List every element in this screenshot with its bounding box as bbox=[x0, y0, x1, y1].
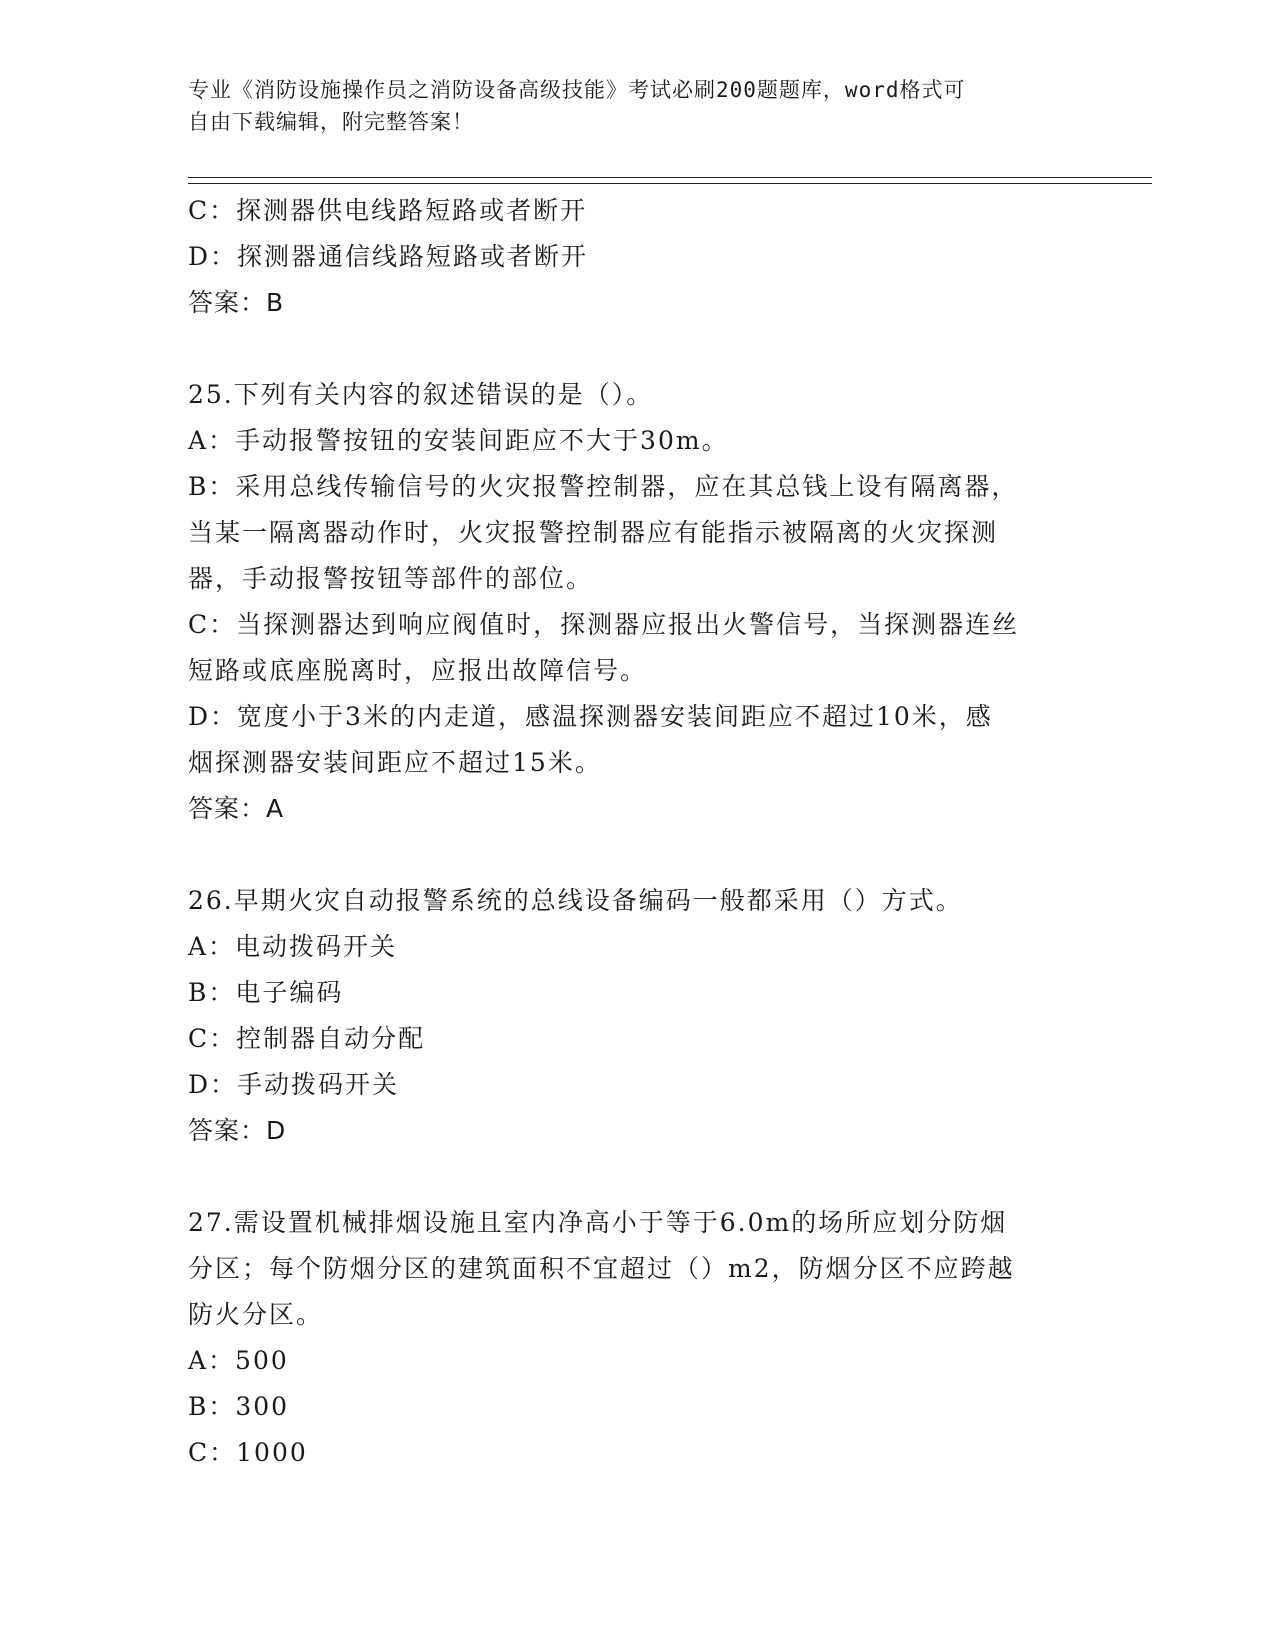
option-a: A：手动报警按钮的安装间距应不大于30m。 bbox=[188, 426, 729, 455]
question-stem: 25.下列有关内容的叙述错误的是（）。 bbox=[188, 380, 654, 409]
option-c: C：1000 bbox=[188, 1438, 308, 1467]
option-b-line-2: 当某一隔离器动作时，火灾报警控制器应有能指示被隔离的火灾探测 bbox=[188, 518, 999, 547]
option-b: B：300 bbox=[188, 1392, 290, 1421]
option-d: D：探测器通信线路短路或者断开 bbox=[188, 242, 589, 271]
option-b-line-3: 器，手动报警按钮等部件的部位。 bbox=[188, 564, 594, 593]
answer: 答案：A bbox=[188, 794, 285, 823]
option-a: A：电动拨码开关 bbox=[188, 932, 398, 961]
option-d: D：手动拨码开关 bbox=[188, 1070, 400, 1099]
question-stem: 26.早期火灾自动报警系统的总线设备编码一般都采用（）方式。 bbox=[188, 886, 963, 915]
option-d-line-2: 烟探测器安装间距应不超过15米。 bbox=[188, 748, 602, 777]
header-rule-bottom bbox=[188, 183, 1152, 184]
option-b: B：电子编码 bbox=[188, 978, 344, 1007]
spacer bbox=[188, 1154, 1088, 1200]
option-c-line-2: 短路或底座脱离时，应报出故障信号。 bbox=[188, 656, 648, 685]
question-stem-line-3: 防火分区。 bbox=[188, 1300, 324, 1329]
header-line-2: 自由下载编辑，附完整答案！ bbox=[188, 110, 474, 134]
question-stem-line-1: 27.需设置机械排烟设施且室内净高小于等于6.0m的场所应划分防烟 bbox=[188, 1208, 1008, 1237]
answer: 答案：D bbox=[188, 1116, 287, 1145]
document-body bbox=[188, 188, 1088, 1476]
answer: 答案：B bbox=[188, 288, 285, 317]
question-25 bbox=[188, 372, 1088, 832]
option-b-line-1: B：采用总线传输信号的火灾报警控制器，应在其总钱上设有隔离器， bbox=[188, 472, 1019, 501]
option-c-line-1: C：当探测器达到响应阀值时，探测器应报出火警信号，当探测器连丝 bbox=[188, 610, 1020, 639]
header-rule-top bbox=[188, 177, 1152, 178]
option-a: A：500 bbox=[188, 1346, 289, 1375]
spacer bbox=[188, 832, 1088, 878]
question-24-tail bbox=[188, 188, 1088, 326]
question-27 bbox=[188, 1200, 1088, 1476]
question-26 bbox=[188, 878, 1088, 1154]
document-header bbox=[188, 74, 1068, 138]
option-d-line-1: D：宽度小于3米的内走道，感温探测器安装间距应不超过10米，感 bbox=[188, 702, 993, 731]
question-stem-line-2: 分区；每个防烟分区的建筑面积不宜超过（）m2，防烟分区不应跨越 bbox=[188, 1254, 1015, 1283]
spacer bbox=[188, 326, 1088, 372]
option-c: C：探测器供电线路短路或者断开 bbox=[188, 196, 588, 225]
option-c: C：控制器自动分配 bbox=[188, 1024, 426, 1053]
header-line-1: 专业《消防设施操作员之消防设备高级技能》考试必刷200题题库，word格式可 bbox=[188, 78, 966, 102]
